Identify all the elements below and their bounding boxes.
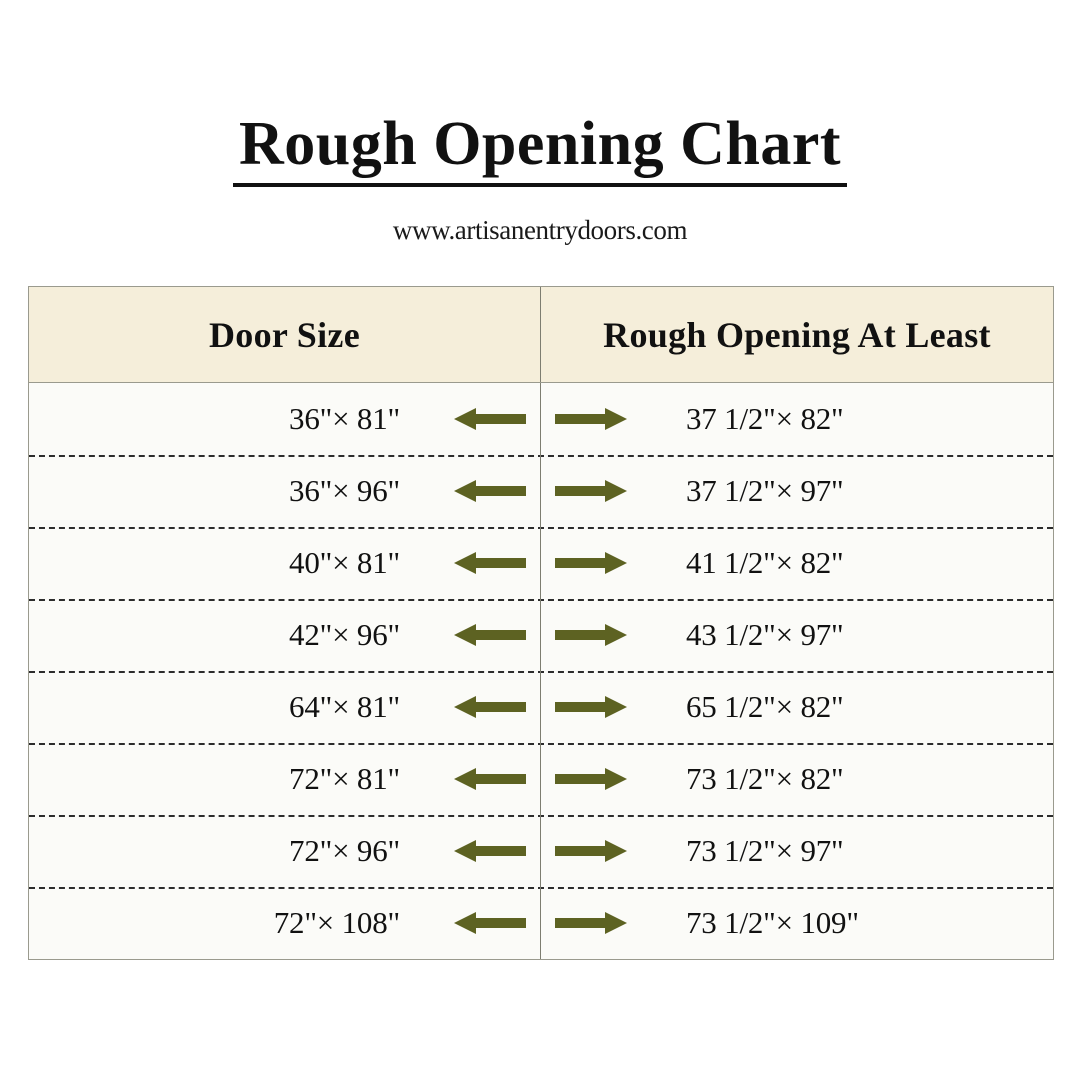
cell-rough-opening: [541, 383, 1053, 455]
table-header-row: [29, 287, 1053, 383]
double-arrow-icon: [454, 766, 526, 792]
double-arrow-icon: [454, 910, 526, 936]
door-size-value: 72"× 81": [289, 761, 400, 796]
footer-spacer: [0, 1000, 1080, 1080]
table-row: [29, 599, 1053, 671]
double-arrow-icon: [454, 550, 526, 576]
door-size-value: 64"× 81": [289, 689, 400, 724]
cell-rough-opening: [541, 887, 1053, 959]
door-size-value: 42"× 96": [289, 617, 400, 652]
rough-opening-table: [28, 286, 1054, 960]
cell-rough-opening: [541, 599, 1053, 671]
double-arrow-icon: [555, 838, 627, 864]
rough-opening-value: 37 1/2"× 97": [686, 473, 844, 508]
double-arrow-icon: [454, 478, 526, 504]
double-arrow-icon: [555, 910, 627, 936]
table-row: [29, 887, 1053, 959]
cell-rough-opening: [541, 455, 1053, 527]
double-arrow-icon: [555, 694, 627, 720]
cell-door-size: [29, 455, 541, 527]
door-size-value: 36"× 96": [289, 473, 400, 508]
page-title: Rough Opening Chart: [233, 112, 847, 187]
cell-rough-opening: [541, 671, 1053, 743]
cell-rough-opening: [541, 527, 1053, 599]
table-row: [29, 743, 1053, 815]
double-arrow-icon: [454, 838, 526, 864]
rough-opening-value: 37 1/2"× 82": [686, 401, 844, 436]
rough-opening-value: 73 1/2"× 82": [686, 761, 844, 796]
double-arrow-icon: [555, 478, 627, 504]
page-title-container: [0, 112, 1080, 187]
column-header-door-size: Door Size: [29, 287, 541, 382]
door-size-value: 36"× 81": [289, 401, 400, 436]
rough-opening-value: 73 1/2"× 97": [686, 833, 844, 868]
table-row: [29, 383, 1053, 455]
door-size-value: 72"× 108": [273, 905, 400, 940]
door-size-value: 40"× 81": [289, 545, 400, 580]
table-row: [29, 815, 1053, 887]
website-url: www.artisanentrydoors.com: [392, 215, 688, 245]
column-header-rough-opening: Rough Opening At Least: [603, 314, 991, 355]
cell-door-size: [29, 527, 541, 599]
cell-door-size: [29, 815, 541, 887]
cell-rough-opening: [541, 743, 1053, 815]
double-arrow-icon: [454, 694, 526, 720]
table-row: [29, 455, 1053, 527]
cell-rough-opening: [541, 815, 1053, 887]
double-arrow-icon: [555, 550, 627, 576]
rough-opening-value: 65 1/2"× 82": [686, 689, 844, 724]
double-arrow-icon: [454, 406, 526, 432]
rough-opening-value: 41 1/2"× 82": [686, 545, 844, 580]
double-arrow-icon: [454, 622, 526, 648]
double-arrow-icon: [555, 622, 627, 648]
cell-door-size: [29, 383, 541, 455]
rough-opening-value: 43 1/2"× 97": [686, 617, 844, 652]
table-row: [29, 527, 1053, 599]
cell-door-size: [29, 887, 541, 959]
rough-opening-value: 73 1/2"× 109": [686, 905, 859, 940]
double-arrow-icon: [555, 406, 627, 432]
cell-door-size: [29, 599, 541, 671]
door-size-value: 72"× 96": [289, 833, 400, 868]
table-row: [29, 671, 1053, 743]
double-arrow-icon: [555, 766, 627, 792]
cell-door-size: [29, 743, 541, 815]
cell-door-size: [29, 671, 541, 743]
